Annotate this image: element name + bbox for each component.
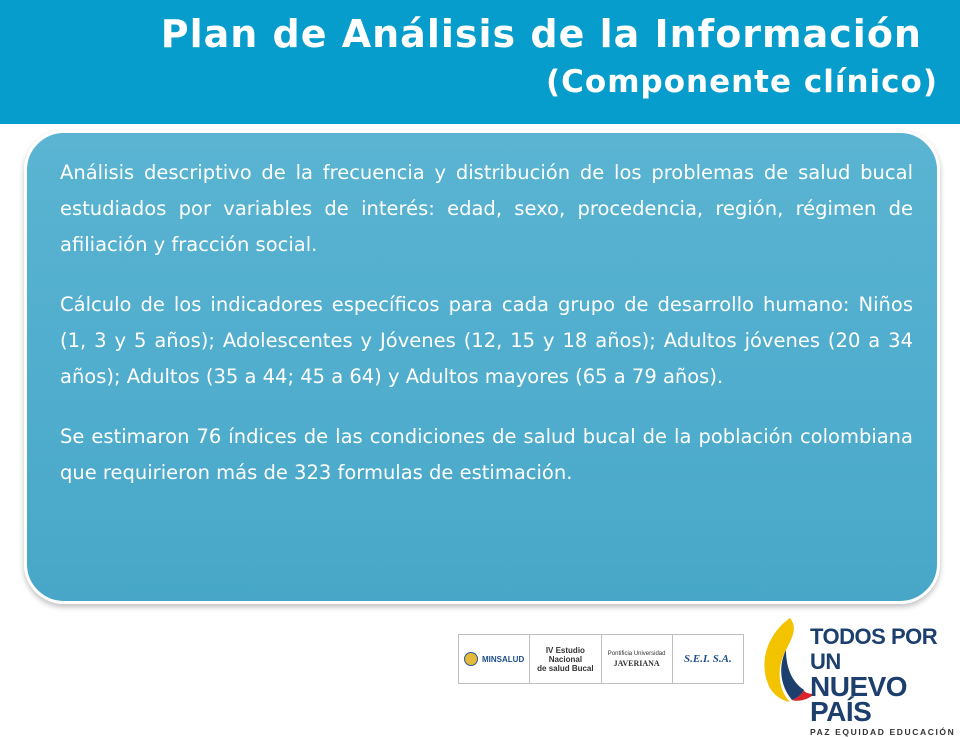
paragraph-indices: Se estimaron 76 índices de las condiciones de salud bucal de la población colombiana que requirieron más de 323 formulas de estimación. (60, 425, 913, 484)
flag-swoosh-icon (756, 614, 816, 704)
brand-line1: TODOS POR UN (810, 624, 938, 674)
minsalud-label: MINSALUD (482, 654, 525, 664)
estudio-line1: IV Estudio Nacional (545, 645, 585, 664)
javeriana-line1: Pontificia Universidad (607, 651, 666, 657)
minsalud-logo (459, 635, 530, 683)
header-bar (0, 0, 960, 124)
partner-logos (458, 634, 744, 684)
slide-subtitle: (Componente clínico) (546, 64, 938, 100)
javeriana-logo (602, 635, 673, 683)
sei-logo (673, 635, 743, 683)
javeriana-line2: JAVERIANA (613, 659, 660, 668)
content-box (24, 130, 940, 604)
brand-line2: NUEVO PAÍS (810, 671, 908, 727)
paragraph-indicators: Cálculo de los indicadores específicos para cada grupo de desarrollo humano: Niños (1, 3 y 5 años); Adolescentes y Jóvenes (12, 15 y 18 años); Adultos jóvenes (20 a 34 años); Adultos (35 a 44; 45 a 64) y Adultos mayores (65 a 79 años). (60, 293, 913, 388)
paragraph-descriptive: Análisis descriptivo de la frecuencia y distribución de los problemas de salud bucal estudiados por variables de interés: edad, sexo, procedencia, región, régimen de afiliación y fracción social. (60, 161, 913, 256)
estudio-line2: de salud Bucal (537, 663, 594, 673)
brand-text (810, 624, 956, 738)
sei-label: S.E.I. S.A. (684, 652, 732, 665)
slide-title: Plan de Análisis de la Información (160, 12, 922, 56)
coat-of-arms-icon (464, 652, 478, 666)
brand-line3: PAZ EQUIDAD EDUCACIÓN (810, 727, 956, 737)
estudio-logo (530, 635, 601, 683)
todos-por-un-nuevo-pais-logo (756, 614, 956, 737)
